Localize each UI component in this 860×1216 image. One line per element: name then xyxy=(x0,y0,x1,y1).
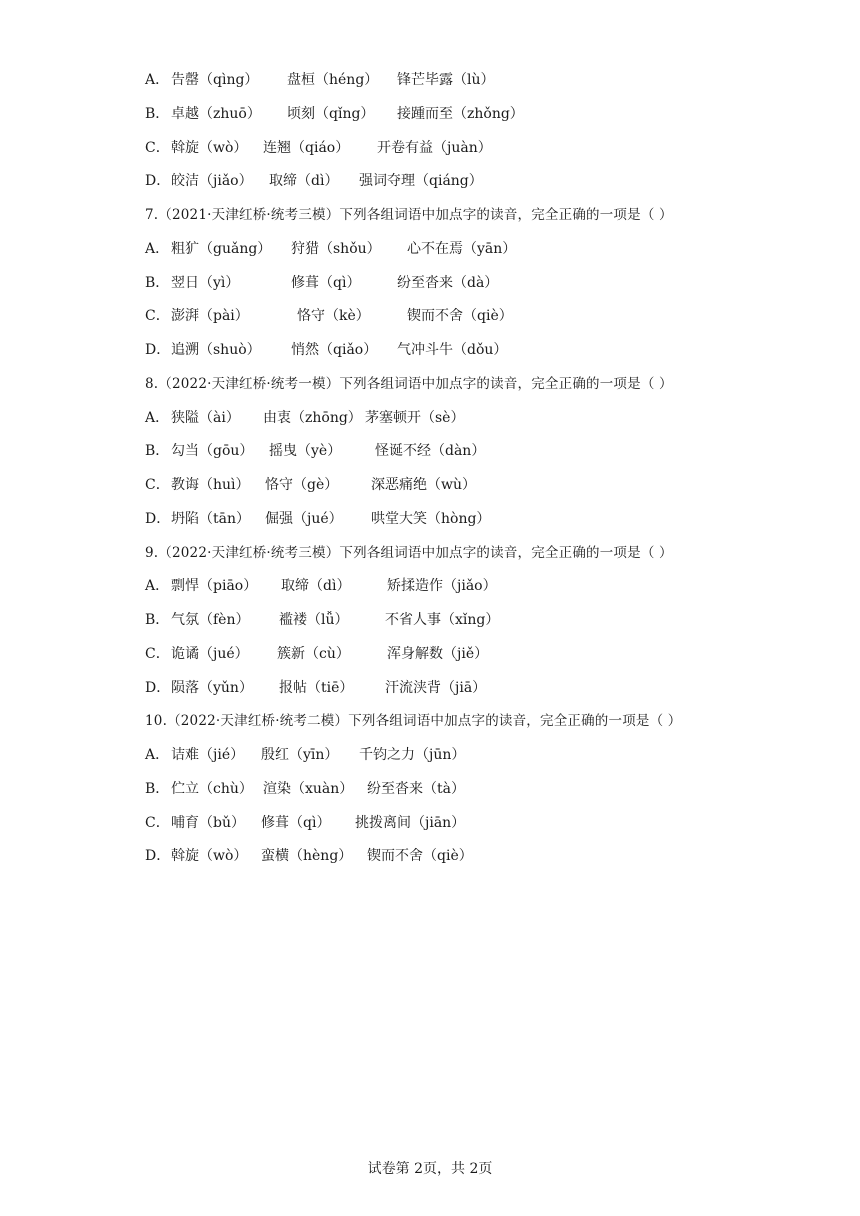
option-word: 蛮横（hèng） xyxy=(261,848,353,865)
option-letter: C． xyxy=(145,477,170,493)
option-word: 陨落（yǔn） xyxy=(171,679,253,696)
option-word: 强词夺理（qiáng） xyxy=(359,173,483,190)
option-letter: B． xyxy=(145,274,170,291)
answer-option xyxy=(145,678,487,698)
answer-option xyxy=(145,644,489,664)
option-letter: B． xyxy=(145,612,170,628)
option-word: 茅塞顿开（sè） xyxy=(365,409,465,426)
option-word: 挑拨离间（jiān） xyxy=(355,814,466,831)
option-word: 接踵而至（zhǒng） xyxy=(397,105,524,122)
option-word: 褴褛（lǚ） xyxy=(279,612,349,628)
option-word: 连翘（qiáo） xyxy=(263,139,350,156)
answer-option xyxy=(145,104,524,124)
option-letter: A． xyxy=(145,240,170,257)
option-word: 修葺（qì） xyxy=(291,274,361,291)
answer-option xyxy=(145,576,497,596)
option-word: 倔强（jué） xyxy=(265,510,343,527)
option-letter: D． xyxy=(145,342,171,358)
answer-option xyxy=(145,239,517,259)
option-word: 取缔（dì） xyxy=(269,173,339,190)
option-letter: A． xyxy=(145,409,170,426)
answer-option xyxy=(145,138,492,158)
option-word: 矫揉造作（jiǎo） xyxy=(387,578,497,595)
option-letter: D． xyxy=(145,510,171,527)
option-word: 翌日（yì） xyxy=(171,274,240,291)
option-letter: A． xyxy=(145,578,170,595)
option-letter: D． xyxy=(145,679,171,696)
option-word: 修葺（qì） xyxy=(261,814,331,831)
option-word: 气氛（fèn） xyxy=(171,612,250,628)
option-letter: A． xyxy=(145,72,170,88)
option-letter: B． xyxy=(145,105,170,122)
answer-option xyxy=(145,779,465,799)
option-word: 纷至沓来（tà） xyxy=(367,780,465,797)
answer-option xyxy=(145,171,483,191)
option-letter: D． xyxy=(145,173,171,190)
page-footer: 试卷第 2页，共 2页 xyxy=(367,1161,493,1177)
option-word: 追溯（shuò） xyxy=(171,342,261,358)
option-word: 狩猎（shǒu） xyxy=(291,240,381,257)
question-stem: 9.（2022·天津红桥·统考三模）下列各组词语中加点字的读音，完全正确的一项是（ ） xyxy=(145,544,673,561)
option-letter: A． xyxy=(145,747,170,763)
option-word: 伫立（chù） xyxy=(171,780,253,797)
option-word: 皎洁（jiǎo） xyxy=(171,173,253,190)
answer-option xyxy=(145,306,513,326)
question-stem: 7.（2021·天津红桥·统考三模）下列各组词语中加点字的读音，完全正确的一项是（ ） xyxy=(145,207,673,223)
option-word: 锋芒毕露（lù） xyxy=(397,72,495,88)
answer-option xyxy=(145,475,476,495)
option-word: 怪诞不经（dàn） xyxy=(375,443,486,460)
option-word: 千钧之力（jūn） xyxy=(359,747,466,763)
option-word: 簇新（cù） xyxy=(277,645,350,662)
option-letter: B． xyxy=(145,780,170,797)
answer-option xyxy=(145,441,486,461)
option-word: 浑身解数（jiě） xyxy=(387,645,489,662)
option-word: 锲而不舍（qiè） xyxy=(407,308,513,325)
option-word: 勾当（gōu） xyxy=(171,443,254,460)
option-word: 诘难（jié） xyxy=(171,747,245,763)
option-word: 恪守（gè） xyxy=(265,477,339,493)
option-word: 哄堂大笑（hòng） xyxy=(371,510,491,527)
option-word: 哺育（bǔ） xyxy=(171,814,245,831)
option-word: 报帖（tiē） xyxy=(279,679,354,696)
answer-option xyxy=(145,846,473,866)
option-letter: C． xyxy=(145,139,170,156)
option-word: 坍陷（tān） xyxy=(171,510,250,527)
option-letter: D． xyxy=(145,848,171,865)
answer-option xyxy=(145,70,495,90)
option-word: 殷红（yīn） xyxy=(261,747,339,763)
option-word: 汗流浃背（jiā） xyxy=(385,679,487,696)
option-word: 取缔（dì） xyxy=(281,578,351,595)
option-word: 卓越（zhuō） xyxy=(171,105,261,122)
option-word: 恪守（kè） xyxy=(297,308,370,325)
question-stem: 8.（2022·天津红桥·统考一模）下列各组词语中加点字的读音，完全正确的一项是（ ） xyxy=(145,375,673,392)
option-word: 气冲斗牛（dǒu） xyxy=(397,342,508,358)
option-word: 粗犷（guǎng） xyxy=(171,240,272,257)
option-word: 斡旋（wò） xyxy=(171,848,248,865)
option-letter: C． xyxy=(145,645,170,662)
option-word: 深恶痛绝（wù） xyxy=(371,477,476,493)
option-word: 心不在焉（yān） xyxy=(407,240,517,257)
option-word: 摇曳（yè） xyxy=(269,443,342,460)
option-word: 狭隘（ài） xyxy=(171,409,240,426)
option-word: 告罄（qìng） xyxy=(171,72,259,88)
answer-option xyxy=(145,745,466,765)
option-word: 悄然（qiǎo） xyxy=(291,342,378,358)
option-word: 锲而不舍（qiè） xyxy=(367,848,473,865)
option-word: 斡旋（wò） xyxy=(171,139,248,156)
option-word: 开卷有益（juàn） xyxy=(377,139,492,156)
option-word: 顷刻（qǐng） xyxy=(287,105,375,122)
option-word: 剽悍（piāo） xyxy=(171,578,258,595)
answer-option xyxy=(145,340,508,360)
option-letter: B． xyxy=(145,443,170,460)
answer-option xyxy=(145,509,491,529)
option-word: 渲染（xuàn） xyxy=(263,780,354,797)
answer-option xyxy=(145,273,499,293)
option-word: 纷至沓来（dà） xyxy=(397,274,499,291)
option-letter: C． xyxy=(145,308,170,325)
option-word: 教诲（huì） xyxy=(171,477,250,493)
option-word: 盘桓（héng） xyxy=(287,72,379,88)
answer-option xyxy=(145,813,466,833)
option-word: 诡谲（jué） xyxy=(171,645,249,662)
answer-option xyxy=(145,408,465,428)
option-word: 由衷（zhōng） xyxy=(263,409,362,426)
option-word: 不省人事（xǐng） xyxy=(385,612,500,628)
option-letter: C． xyxy=(145,814,170,831)
option-word: 澎湃（pài） xyxy=(171,308,249,325)
question-stem: 10.（2022·天津红桥·统考二模）下列各组词语中加点字的读音，完全正确的一项是（ ） xyxy=(145,713,682,730)
answer-option xyxy=(145,610,500,630)
